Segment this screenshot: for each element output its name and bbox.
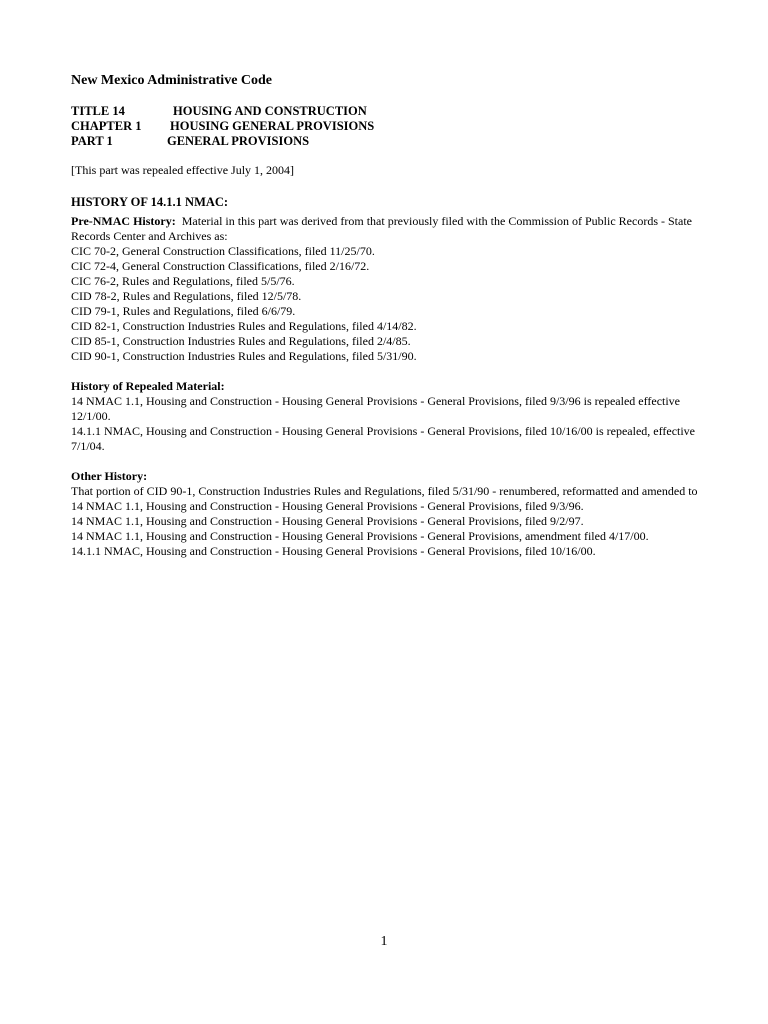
repealed-history-section — [71, 379, 701, 454]
list-item: CIC 70-2, General Construction Classifications, filed 11/25/70. — [71, 244, 375, 258]
chapter-label: CHAPTER 1 — [71, 119, 142, 133]
title-label: TITLE 14 — [71, 104, 125, 118]
part-row — [71, 134, 701, 149]
history-heading: HISTORY OF 14.1.1 NMAC: — [71, 195, 229, 209]
part-value: GENERAL PROVISIONS — [167, 134, 310, 148]
list-item: CIC 72-4, General Construction Classifications, filed 2/16/72. — [71, 259, 370, 273]
list-item: 14 NMAC 1.1, Housing and Construction - Housing General Provisions - General Provisions, amendment filed 4/17/00. — [71, 529, 649, 543]
list-item: 14.1.1 NMAC, Housing and Construction - Housing General Provisions - General Provisions, filed 10/16/00 is repealed, effective 7/1/04. — [71, 424, 696, 453]
list-item: That portion of CID 90-1, Construction Industries Rules and Regulations, filed 5/31/90 - renumbered, reformatted and amended to 14 NMAC 1.1, Housing and Construction - Housing General Provisions - General Provisions, filed 9/3/96. — [71, 484, 698, 513]
title-value: HOUSING AND CONSTRUCTION — [173, 104, 367, 118]
list-item: CID 79-1, Rules and Regulations, filed 6/6/79. — [71, 304, 296, 318]
other-history-heading: Other History: — [71, 469, 148, 483]
pre-nmac-text: Material in this part was derived from that previously filed with the Commission of Public Records - State Records Center and Archives as: — [71, 214, 692, 243]
list-item: CIC 76-2, Rules and Regulations, filed 5/5/76. — [71, 274, 295, 288]
pre-nmac-intro — [71, 214, 701, 244]
title-chapter-part-block — [71, 104, 701, 149]
other-history-section — [71, 469, 701, 559]
list-item: 14 NMAC 1.1, Housing and Construction - Housing General Provisions - General Provisions, filed 9/2/97. — [71, 514, 584, 528]
title-row — [71, 104, 701, 119]
document-title: New Mexico Administrative Code — [71, 73, 273, 88]
list-item: 14.1.1 NMAC, Housing and Construction - Housing General Provisions - General Provisions, filed 10/16/00. — [71, 544, 596, 558]
list-item: CID 82-1, Construction Industries Rules and Regulations, filed 4/14/82. — [71, 319, 417, 333]
document-page — [71, 72, 701, 559]
list-item: CID 78-2, Rules and Regulations, filed 12/5/78. — [71, 289, 302, 303]
list-item: 14 NMAC 1.1, Housing and Construction - Housing General Provisions - General Provisions, filed 9/3/96 is repealed effective 12/1/00. — [71, 394, 681, 423]
pre-nmac-label: Pre-NMAC History: — [71, 214, 176, 228]
repealed-history-heading: History of Repealed Material: — [71, 379, 225, 393]
page-number: 1 — [380, 934, 388, 949]
list-item: CID 85-1, Construction Industries Rules and Regulations, filed 2/4/85. — [71, 334, 411, 348]
pre-nmac-history — [71, 214, 701, 364]
part-label: PART 1 — [71, 134, 113, 148]
list-item: CID 90-1, Construction Industries Rules and Regulations, filed 5/31/90. — [71, 349, 417, 363]
chapter-value: HOUSING GENERAL PROVISIONS — [170, 119, 375, 133]
repealed-note: [This part was repealed effective July 1, 2004] — [71, 163, 295, 177]
chapter-row — [71, 119, 701, 134]
